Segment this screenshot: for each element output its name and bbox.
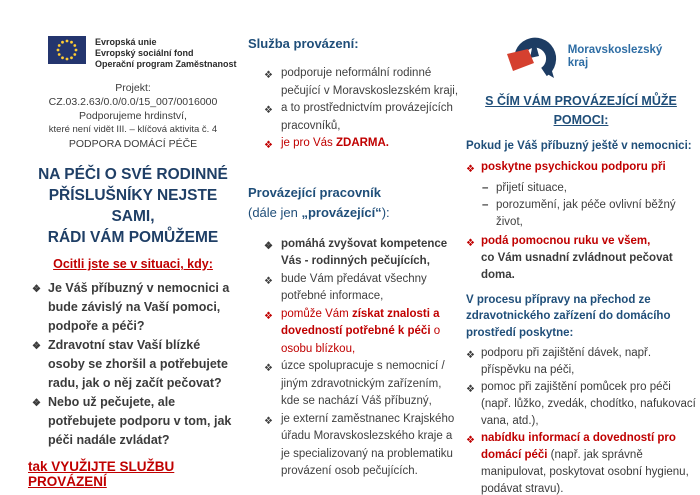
text-segment: je pro Vás [281,137,336,149]
list-item-text [481,430,696,495]
list-item [466,379,696,430]
list-item [32,279,238,336]
hospital-help-list [466,159,696,284]
list-item-text [481,233,696,284]
hospital-subheading: Pokud je Váš příbuzný ještě v nemocnici: [466,140,692,152]
list-item-text: bude Vám předávat všechny potřebné informace, [281,272,427,302]
list-item [264,411,460,481]
list-item-text [281,135,389,153]
list-item [264,100,460,135]
list-item-text: je externí zaměstnanec Krajského úřadu Moravskoslezského kraje a je specializovaný na problematiku provázení osob pečujících. [281,412,455,477]
list-item [264,135,460,155]
list-item [264,306,460,359]
msk-logo-text [568,44,663,70]
diamond-bullet-icon: ❖ [32,284,41,295]
list-item-text: Nebo už pečujete, ale potřebujete podporu v tom, jak péči nadále zvládat? [48,395,232,447]
dash-bullet-icon: – [482,181,489,194]
eu-line: Evropský sociální fond [95,48,194,58]
project-name-line: Podporujeme hrdinství, [79,110,187,122]
list-item [466,180,696,231]
text-segment: pomůže Vám [281,307,352,320]
text-segment: ): [381,204,390,220]
transition-help-list [466,345,696,495]
text-segment-bold: „provázející“ [301,204,382,220]
service-list [264,65,460,155]
list-item-text: porozumění, jak péče ovlivní běžný život, [496,198,676,228]
text-segment: (dále jen [248,204,302,220]
diamond-bullet-icon: ❖ [466,163,475,175]
diamond-bullet-icon: ❖ [264,363,273,374]
diamond-bullet-icon: ❖ [264,415,273,427]
project-activity-line: které není vidět III. – klíčová aktivita č. 4 [48,124,218,135]
text-segment-bold: ZDARMA. [335,137,390,149]
eu-line: Evropská unie [95,37,157,47]
msk-logo-block [472,30,696,83]
eu-flag-icon [48,36,86,64]
diamond-bullet-icon: ❖ [264,140,273,151]
list-item-text: poskytne psychickou podporu při [481,160,666,173]
middle-column [248,36,460,481]
list-item-text [281,306,460,359]
list-item-text: pomáhá zvyšovat kompetence Vás - rodinných pečujících, [281,237,448,267]
left-column [28,36,238,489]
worker-heading-line2 [248,203,460,223]
text-segment-bold: co Vám usnadní zvládnout pečovat doma. [481,251,673,281]
msk-logo-line2: kraj [567,56,589,69]
list-item [466,233,696,284]
list-item [264,65,460,100]
msk-logo-icon [506,30,562,83]
diamond-bullet-icon: ❖ [32,341,41,352]
diamond-bullet-icon: ❖ [466,350,475,361]
service-heading: Služba provázení: [248,36,359,51]
main-headline [28,164,238,248]
help-heading [466,92,696,130]
text-segment-bold: podá pomocnou ruku ve všem, [481,234,651,247]
diamond-bullet-icon: ❖ [466,435,475,446]
list-item-text: a to prostřednictvím provázejících pracovníků, [281,102,453,132]
diamond-bullet-icon: ❖ [264,70,273,81]
help-heading-line1: S ČÍM VÁM PROVÁZEJÍCÍ MŮŽE [485,94,677,108]
list-item [466,430,696,495]
list-item [264,236,460,271]
list-item [264,358,460,411]
list-item [466,345,696,379]
eu-program-text [95,36,237,70]
text-segment-bold: získat znalosti a dovedností potřebné k péči [281,307,440,337]
worker-list [264,236,460,481]
diamond-bullet-icon: ❖ [466,237,475,249]
right-column [466,30,696,495]
diamond-bullet-icon: ❖ [32,398,41,409]
eu-logo-block [48,36,238,70]
help-heading-line2: POMOCI: [553,113,609,127]
project-code: CZ.03.2.63/0.0/0.0/15_007/0016000 [48,96,218,108]
cta-text: tak VYUŽIJTE SLUŽBU PROVÁZENÍ [28,459,175,489]
diamond-bullet-icon: ❖ [264,310,273,322]
headline-line: NA PÉČI O SVÉ RODINNÉ [38,166,228,183]
situation-list [32,279,238,450]
worker-heading-line1: Provázející pracovník [248,184,381,200]
list-item-text: podporu při zajištění dávek, např. příspěvku na péči, [481,347,652,376]
situation-heading: Ocitli jste se v situaci, kdy: [53,257,213,271]
headline-line: RÁDI VÁM POMŮŽEME [47,229,219,246]
sub-list [482,180,696,231]
list-item [466,159,696,178]
headline-line: PŘÍSLUŠNÍKY NEJSTE SAMI, [48,187,218,225]
diamond-bullet-icon: ❖ [264,275,273,287]
list-item-text: podporuje neformální rodinné pečující v Moravskoslezském kraji, [281,67,459,97]
diamond-bullet-icon: ❖ [264,105,273,116]
transition-subheading: V procesu přípravy na přechod ze zdravotnického zařízení do domácího prostředí poskytne: [466,293,671,339]
list-item-text: úzce spolupracuje s nemocnicí / jiným zdravotnickým zařízením, kde se nachází Váš příbuzný, [281,360,445,407]
list-item [482,180,696,197]
list-item [32,336,238,393]
list-item [264,271,460,306]
dash-bullet-icon: – [482,198,489,211]
list-item [32,393,238,450]
diamond-bullet-icon: ❖ [264,240,273,252]
text-segment: (např. jak správně manipulovat, poskytovat osobní hygienu, podávat stravu). [481,449,689,495]
list-item-text: přijetí situace, [496,181,567,194]
list-item-text: Je Váš příbuzný v nemocnici a bude závislý na Vaší pomoci, podpoře a péči? [48,281,230,333]
text-segment-bold: nabídku informací a dovedností pro domácí péči [481,432,676,461]
list-item-text: Zdravotní stav Vaší blízké osoby se zhoršil a potřebujete radu, jak o něj začít pečovat? [48,338,228,390]
text-segment: o osobu blízkou, [281,325,441,355]
project-info [28,81,238,151]
eu-line: Operační program Zaměstnanost [95,59,237,69]
msk-logo-line1: Moravskoslezský [567,43,663,56]
list-item-text: pomoc při zajištění pomůcek pro péči (např. lůžko, zvedák, chodítko, nafukovací vana, atd.), [481,381,696,427]
project-support-line: PODPORA DOMÁCÍ PÉČE [68,138,198,150]
diamond-bullet-icon: ❖ [466,384,475,395]
worker-heading [248,183,460,223]
project-label: Projekt: [115,82,151,94]
list-item [482,197,696,231]
